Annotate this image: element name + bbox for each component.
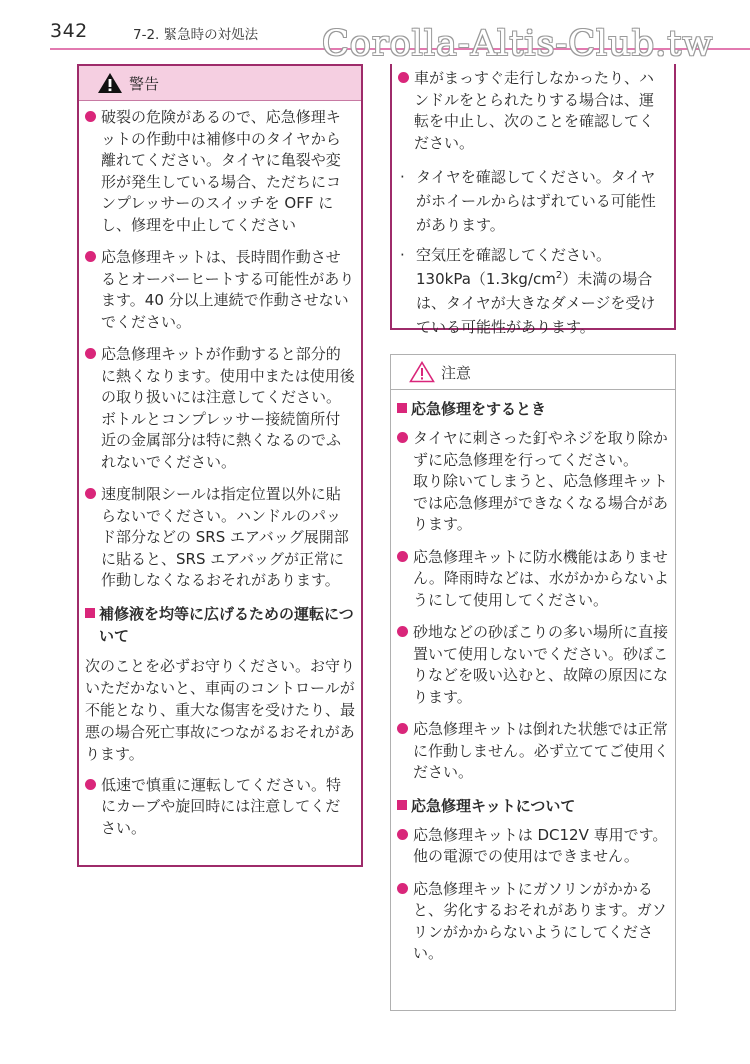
list-item: · タイヤを確認してください。タイヤがホイールからはずれている可能性があります。 <box>400 168 656 234</box>
bullet-dot-icon <box>85 779 96 790</box>
page-header <box>0 0 750 64</box>
list-item: 低速で慎重に運転してください。特にカーブや旋回時には注意してください。 <box>83 775 355 840</box>
chapter-title: 7-2. 緊急時の対処法 <box>133 27 259 43</box>
caution-box <box>390 354 676 1011</box>
list-item: タイヤに刺さった釘やネジを取り除かずに応急修理を行ってください。 取り除いてしまうと、応急修理キットでは応急修理ができなくなる場合があります。 <box>395 428 669 536</box>
list-item: 砂地などの砂ぼこりの多い場所に直接置いて使用しないでください。砂ぼこりなどを吸い込むと、故障の原因になります。 <box>395 622 669 708</box>
section-heading: 応急修理をするとき <box>395 398 669 420</box>
caution-triangle-icon <box>409 361 435 383</box>
list-item: 車がまっすぐ走行しなかったり、ハンドルをとられたりする場合は、運転を中止し、次のことを確認してください。 <box>396 68 668 154</box>
page-number: 342 <box>50 20 88 42</box>
bullet-dot-icon <box>397 432 408 443</box>
bullet-dot-icon <box>397 829 408 840</box>
list-item: 速度制限シールは指定位置以外に貼らないでください。ハンドルのパッド部分などの SRS エアバッグ展開部に貼ると、SRS エアバッグが正常に作動しなくなるおそれがあります。 <box>83 484 355 592</box>
list-item: 応急修理キットに防水機能はありません。降雨時などは、水がかからないようにして使用してください。 <box>395 547 669 612</box>
bullet-dot-icon <box>397 551 408 562</box>
bullet-dot-icon <box>85 348 96 359</box>
bullet-dot-icon <box>85 251 96 262</box>
paragraph: 次のことを必ずお守りください。お守りいただかないと、車両のコントロールが不能となり、重大な傷害を受けたり、最悪の場合死亡事故につながるおそれがあります。 <box>85 656 356 763</box>
section-heading: 応急修理キットについて <box>395 795 669 817</box>
bullet-dot-icon <box>85 488 96 499</box>
caution-title: 注意 <box>441 363 472 382</box>
bullet-dot-icon <box>397 723 408 734</box>
warning-triangle-icon <box>97 72 123 94</box>
bullet-dot-icon <box>397 883 408 894</box>
bullet-dot-icon <box>397 626 408 637</box>
caution-header <box>391 355 675 390</box>
list-item: · 空気圧を確認してください。 $130kPa(1.3kg/cm^2)$未満の場合は、タイヤが大きなダメージを受けている可能性があります。 <box>400 246 656 336</box>
list-item: 応急修理キットは、長時間作動させるとオーバーヒートする可能性があります。40 分以上連続で作動させないでください。 <box>83 247 355 333</box>
list-item: 破裂の危険があるので、応急修理キットの作動中は補修中のタイヤから離れてください。タイヤに亀裂や変形が発生している場合、ただちにコンプレッサーのスイッチを OFF にし、修理を中止してください <box>83 107 355 236</box>
warning-content <box>79 101 361 856</box>
list-item: 応急修理キットにガソリンがかかると、劣化するおそれがあります。ガソリンがかからないようにしてください。 <box>395 879 669 965</box>
warning-header <box>79 66 361 101</box>
square-bullet-icon <box>397 800 407 810</box>
caution-content <box>391 390 675 982</box>
warning-box-left <box>77 64 363 867</box>
warning-continued-content <box>392 64 674 351</box>
watermark: Corolla-Altis-Club.tw <box>322 24 714 64</box>
square-bullet-icon <box>397 403 407 413</box>
list-item: 応急修理キットは DC12V 専用です。他の電源での使用はできません。 <box>395 825 669 868</box>
warning-title: 警告 <box>129 74 160 93</box>
list-item: 応急修理キットが作動すると部分的に熱くなります。使用中または使用後の取り扱いには注意してください。ボトルとコンプレッサー接続箇所付近の金属部分は特に熱くなるのでふれないでください。 <box>83 344 355 473</box>
list-item: 応急修理キットは倒れた状態では正常に作動しません。必ず立ててご使用ください。 <box>395 719 669 784</box>
warning-box-right <box>390 64 676 336</box>
square-bullet-icon <box>85 608 95 618</box>
section-heading: 補修液を均等に広げるための運転について <box>83 603 355 647</box>
bullet-dot-icon <box>398 72 409 83</box>
bullet-dot-icon <box>85 111 96 122</box>
